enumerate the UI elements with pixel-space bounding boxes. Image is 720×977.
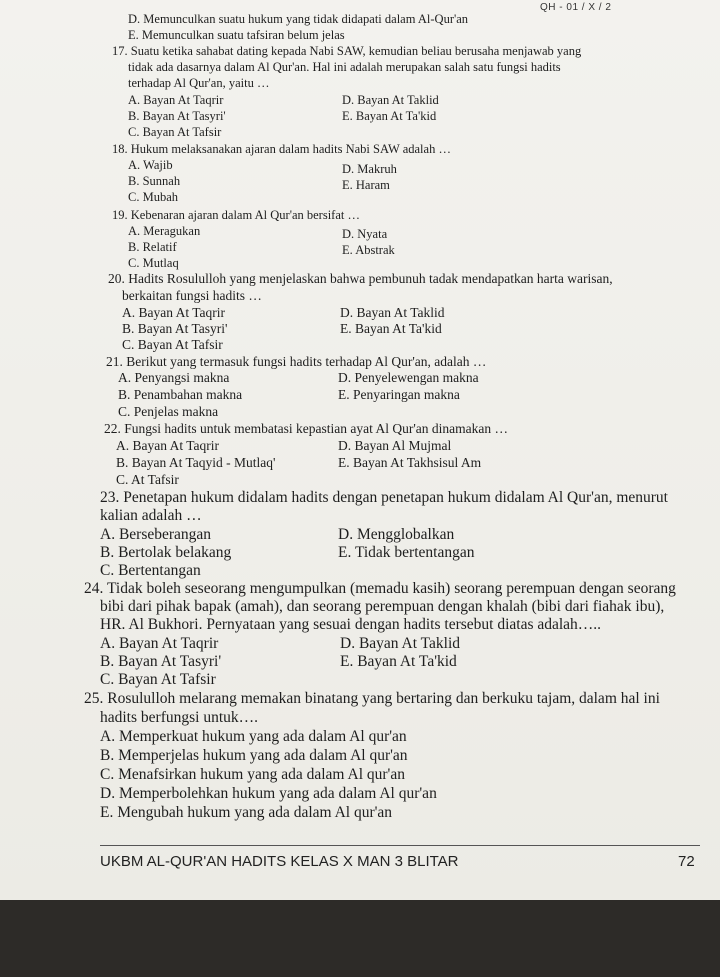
q25-option-b: B. Memperjelas hukum yang ada dalam Al qur'an <box>100 747 408 764</box>
q21-option-c: C. Penjelas makna <box>118 404 219 419</box>
q22-text-1: 22. Fungsi hadits untuk membatasi kepastian ayat Al Qur'an dinamakan … <box>104 421 508 436</box>
q20-option-e: E. Bayan At Ta'kid <box>340 321 442 336</box>
q25-option-e: E. Mengubah hukum yang ada dalam Al qur'an <box>100 804 393 821</box>
q19-option-e: E. Abstrak <box>342 243 395 257</box>
q20-option-a: A. Bayan At Taqrir <box>122 305 226 320</box>
q25-text-1: 25. Rosululloh melarang memakan binatang yang bertaring dan berkuku tajam, dalam hal ini <box>84 690 660 707</box>
q22-option-c: C. At Tafsir <box>116 472 179 487</box>
q23-option-a: A. Berseberangan <box>100 526 212 543</box>
q23-option-d: D. Mengglobalkan <box>338 526 455 543</box>
q22-option-b: B. Bayan At Taqyid - Mutlaq' <box>116 455 276 470</box>
q24-option-b: B. Bayan At Tasyri' <box>100 653 222 670</box>
q20-text-2: berkaitan fungsi hadits … <box>122 288 262 303</box>
q21-option-e: E. Penyaringan makna <box>338 387 460 402</box>
q18-option-e: E. Haram <box>342 178 390 192</box>
q24-option-c: C. Bayan At Tafsir <box>100 671 216 688</box>
footer-divider <box>100 845 700 846</box>
prev-option-d: D. Memunculkan suatu hukum yang tidak didapati dalam Al-Qur'an <box>128 12 469 26</box>
q17-option-c: C. Bayan At Tafsir <box>128 125 222 139</box>
q21-option-b: B. Penambahan makna <box>118 387 243 402</box>
q21-text-1: 21. Berikut yang termasuk fungsi hadits terhadap Al Qur'an, adalah … <box>106 354 487 369</box>
q20-option-c: C. Bayan At Tafsir <box>122 337 223 352</box>
q19-option-a: A. Meragukan <box>128 224 201 238</box>
q24-option-a: A. Bayan At Taqrir <box>100 635 219 652</box>
q23-text-1: 23. Penetapan hukum didalam hadits dengan penetapan hukum didalam Al Qur'an, menurut <box>100 489 668 506</box>
page-number: 72 <box>678 853 695 870</box>
q17-option-b: B. Bayan At Tasyri' <box>128 109 226 123</box>
q22-option-e: E. Bayan At Takhsisul Am <box>338 455 482 470</box>
q25-option-d: D. Memperbolehkan hukum yang ada dalam Al qur'an <box>100 785 437 802</box>
q18-text-1: 18. Hukum melaksanakan ajaran dalam hadits Nabi SAW adalah … <box>112 142 451 156</box>
q20-text-1: 20. Hadits Rosululloh yang menjelaskan bahwa pembunuh tadak mendapatkan harta warisan, <box>108 271 613 286</box>
q24-text-1: 24. Tidak boleh seseorang mengumpulkan (memadu kasih) seorang perempuan dengan seorang <box>84 580 676 597</box>
q19-option-c: C. Mutlaq <box>128 256 179 270</box>
q25-text-2: hadits berfungsi untuk…. <box>100 709 258 726</box>
q23-option-b: B. Bertolak belakang <box>100 544 232 561</box>
page-code-tag: QH - 01 / X / 2 <box>540 2 612 13</box>
q18-option-b: B. Sunnah <box>128 174 181 188</box>
q23-text-2: kalian adalah … <box>100 507 202 524</box>
q18-option-d: D. Makruh <box>342 162 397 176</box>
q20-option-b: B. Bayan At Tasyri' <box>122 321 228 336</box>
q24-option-e: E. Bayan At Ta'kid <box>340 653 457 670</box>
q19-option-b: B. Relatif <box>128 240 177 254</box>
q21-option-a: A. Penyangsi makna <box>118 370 230 385</box>
prev-option-e: E. Memunculkan suatu tafsiran belum jelas <box>128 28 345 42</box>
q23-option-e: E. Tidak bertentangan <box>338 544 475 561</box>
q18-option-c: C. Mubah <box>128 190 178 204</box>
q22-option-a: A. Bayan At Taqrir <box>116 438 220 453</box>
background-surface <box>0 900 720 977</box>
q17-text-2: tidak ada dasarnya dalam Al Qur'an. Hal ini adalah merupakan salah satu fungsi hadits <box>128 60 561 74</box>
q19-option-d: D. Nyata <box>342 227 388 241</box>
q17-option-d: D. Bayan At Taklid <box>342 93 439 107</box>
footer-title: UKBM AL-QUR'AN HADITS KELAS X MAN 3 BLITAR <box>100 853 459 870</box>
q20-option-d: D. Bayan At Taklid <box>340 305 445 320</box>
q18-option-a: A. Wajib <box>128 158 173 172</box>
q24-text-2: bibi dari pihak bapak (amah), dan seorang perempuan dengan khalah (bibi dari fiahak ibu), <box>100 598 665 615</box>
q21-option-d: D. Penyelewengan makna <box>338 370 479 385</box>
q24-option-d: D. Bayan At Taklid <box>340 635 461 652</box>
q17-text-3: terhadap Al Qur'an, yaitu … <box>128 76 270 90</box>
q17-option-e: E. Bayan At Ta'kid <box>342 109 437 123</box>
q25-option-a: A. Memperkuat hukum yang ada dalam Al qur'an <box>100 728 407 745</box>
q17-text-1: 17. Suatu ketika sahabat dating kepada Nabi SAW, kemudian beliau berusaha menjawab yang <box>112 44 582 58</box>
q23-option-c: C. Bertentangan <box>100 562 201 579</box>
q24-text-3: HR. Al Bukhori. Pernyataan yang sesuai dengan hadits tersebut diatas adalah….. <box>100 616 602 633</box>
q19-text-1: 19. Kebenaran ajaran dalam Al Qur'an bersifat … <box>112 208 360 222</box>
q25-option-c: C. Menafsirkan hukum yang ada dalam Al qur'an <box>100 766 405 783</box>
q22-option-d: D. Bayan Al Mujmal <box>338 438 452 453</box>
q17-option-a: A. Bayan At Taqrir <box>128 93 224 107</box>
